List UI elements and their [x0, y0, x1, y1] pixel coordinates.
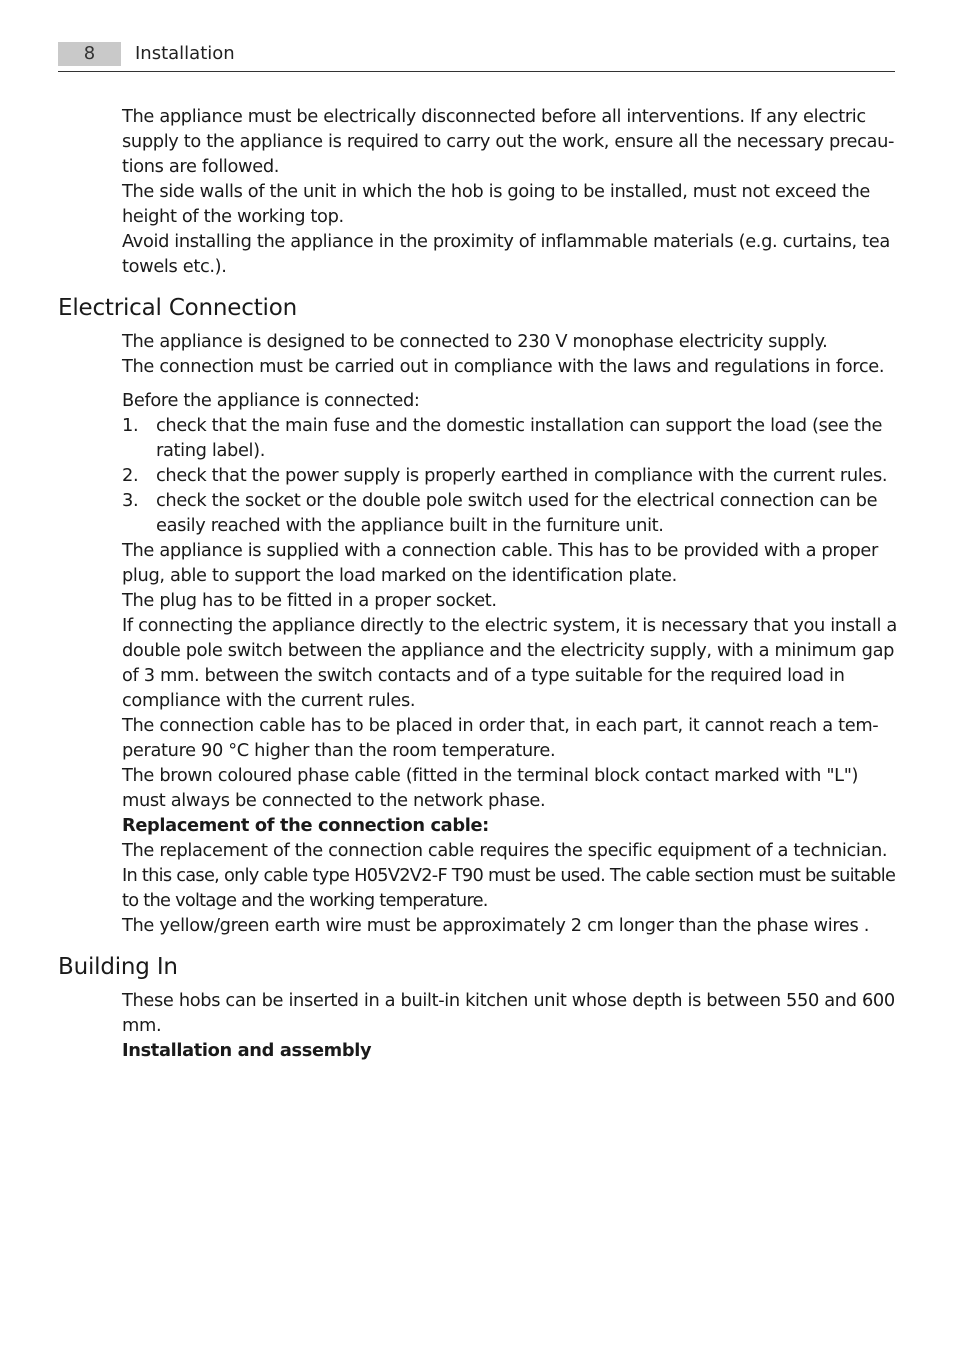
pre-connection-steps — [122, 413, 898, 538]
replacement-paragraph: The replacement of the connection cable requires the specific equipment of a technician. — [122, 840, 888, 861]
intro-paragraph: The side walls of the unit in which the hob is going to be installed, must not exceed the height of the working top. — [122, 181, 871, 227]
electrical-paragraph: If connecting the appliance directly to the electric system, it is necessary that you install a double pole switch between the appliance and the electricity supply, with a minimum gap of 3 mm. between the switch contacts and of a type suitable for the required load in compliance with the current rules. — [122, 615, 897, 711]
installation-assembly-heading: Installation and assembly — [122, 1040, 372, 1061]
replacement-paragraph: In this case, only cable type H05V2V2-F T90 must be used. The cable section must be suitable to the voltage and the working temperature. — [122, 865, 896, 911]
before-connected-heading: Before the appliance is connected: — [122, 390, 420, 411]
intro-block — [122, 104, 898, 279]
step-text: check that the main fuse and the domestic installation can support the load (see the rating label). — [156, 415, 883, 461]
electrical-paragraph: The brown coloured phase cable (fitted in the terminal block contact marked with "L") must always be connected to the network phase. — [122, 765, 859, 811]
page-content — [58, 104, 898, 1063]
building-in-block — [122, 988, 898, 1063]
page-number: 8 — [58, 42, 121, 66]
step-number: 3. — [122, 490, 139, 511]
electrical-paragraph: The plug has to be fitted in a proper socket. — [122, 590, 497, 611]
step-text: check that the power supply is properly earthed in compliance with the current rules. — [156, 465, 888, 486]
intro-paragraph: Avoid installing the appliance in the proximity of inflammable materials (e.g. curtains, tea towels etc.). — [122, 231, 890, 277]
section-title: Installation — [135, 43, 235, 64]
electrical-paragraph: The connection must be carried out in compliance with the laws and regulations in force. — [122, 356, 885, 377]
intro-paragraph: The appliance must be electrically disconnected before all interventions. If any electric supply to the appliance is required to carry out the work, ensure all the necessary precau-tions are followed. — [122, 106, 895, 177]
list-item — [122, 488, 898, 538]
list-item — [122, 463, 898, 488]
step-number: 2. — [122, 465, 139, 486]
replacement-heading: Replacement of the connection cable: — [122, 815, 489, 836]
electrical-connection-heading: Electrical Connection — [58, 295, 297, 321]
electrical-paragraph: The appliance is supplied with a connection cable. This has to be provided with a proper plug, able to support the load marked on the identification plate. — [122, 540, 878, 586]
building-in-heading: Building In — [58, 954, 178, 980]
step-number: 1. — [122, 415, 139, 436]
page-header — [58, 41, 895, 72]
step-text: check the socket or the double pole switch used for the electrical connection can be easily reached with the appliance built in the furniture unit. — [156, 490, 878, 536]
replacement-paragraph: The yellow/green earth wire must be approximately 2 cm longer than the phase wires . — [122, 915, 870, 936]
building-paragraph: These hobs can be inserted in a built-in kitchen unit whose depth is between 550 and 600 mm. — [122, 990, 895, 1036]
electrical-paragraph: The connection cable has to be placed in order that, in each part, it cannot reach a tem-perature 90 °C higher than the room temperature. — [122, 715, 879, 761]
electrical-connection-block — [122, 329, 898, 938]
list-item — [122, 413, 898, 463]
electrical-paragraph: The appliance is designed to be connected to 230 V monophase electricity supply. — [122, 331, 828, 352]
